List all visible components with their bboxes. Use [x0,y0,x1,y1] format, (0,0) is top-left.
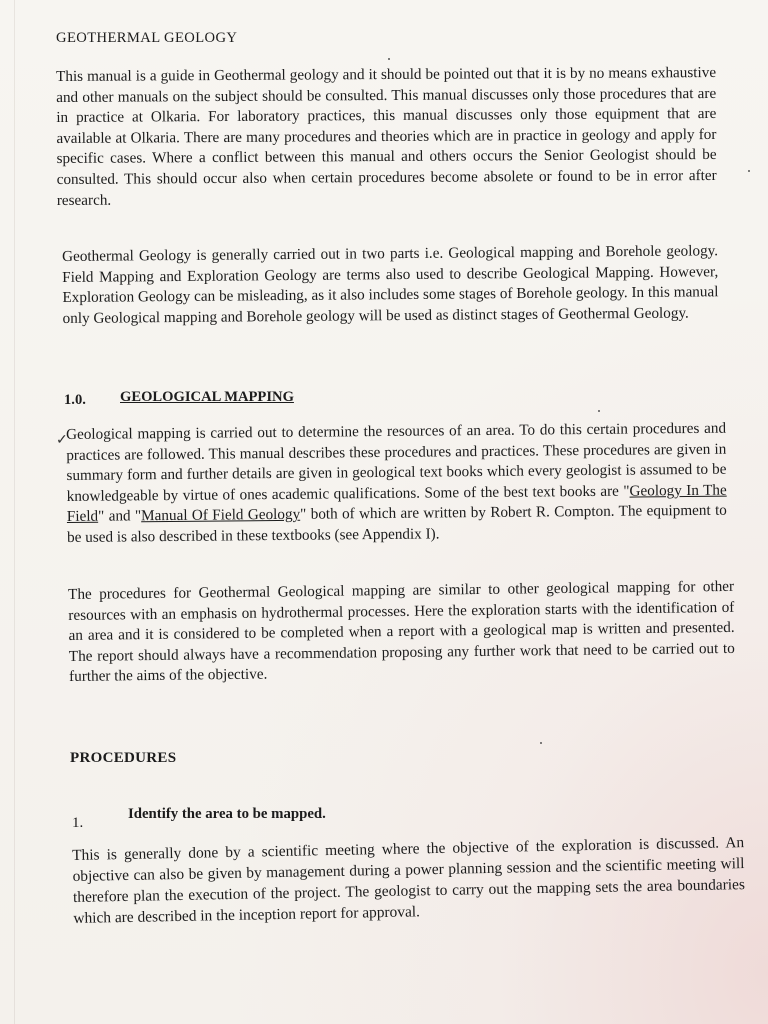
speck [598,410,600,412]
mapping-paragraph-1-part2: " and " [98,507,142,526]
check-mark-annotation: ✓ [56,433,68,448]
speck [540,742,542,744]
step-1-number: 1. [72,815,84,831]
section-heading: GEOLOGICAL MAPPING [120,389,294,405]
book-title-manual-of-field-geology: Manual Of Field Geology [141,506,301,525]
book-title-geology-in-the-field: Geology In The Field [66,481,727,526]
step-1-title: Identify the area to be mapped. [128,806,326,822]
step-1-paragraph: This is generally done by a scientific meeting where the objective of the exploration is discussed. An objective can also be given by management during a power planning session and the scientific meeting will therefore plan the execution of the project. The geologist to carry out the mapping sets the area boundaries which are described in the inception report for approval. [72,834,746,927]
speck [388,58,390,60]
mapping-paragraph-1-part3: " both of which are written by Robert R. Compton. The equipment to be used is also described in these textbooks (see Appendix I). [66,502,727,546]
intro-paragraph-1: This manual is a guide in Geothermal geology and it should be pointed out that it is by no means exhaustive and other manuals on the subject should be consulted. This manual discusses only those procedures that are in practice at Olkaria. For laboratory practices, this manual discusses only those equipment that are available at Olkaria. There are many procedures and theories which are in practice in geology and apply for specific cases. Where a conflict between this manual and others occurs the Senior Geologist should be consulted. This should occur also when certain procedures become absolete or found to be in error after research. [56,63,717,209]
section-number: 1.0. [64,392,86,408]
procedures-heading: PROCEDURES [70,750,177,766]
mapping-paragraph-1 [66,419,727,549]
document-title: GEOTHERMAL GEOLOGY [56,30,238,46]
page-edge-shadow [14,0,15,1024]
mapping-paragraph-2: The procedures for Geothermal Geological mapping are similar to other geological mapping for other resources with an emphasis on hydrothermal processes. Here the exploration starts with the identification of an area and it is considered to be completed when a report with a geological map is written and presented. The report should always have a recommendation proposing any further work that need to be carried out to further the aims of the objective. [68,577,735,686]
mapping-paragraph-1-part1: Geological mapping is carried out to determine the resources of an area. To do this certain procedures and practices are followed. This manual describes these procedures and practices. These procedures are given in summary form and further details are given in geological text books which every geologist is assumed to be knowledgeable by virtue of ones academic qualifications. Some of the best text books are " [66,419,727,505]
intro-paragraph-2: Geothermal Geology is generally carried out in two parts i.e. Geological mapping and Borehole geology. Field Mapping and Exploration Geology are terms also used to describe Geological Mapping. However, Exploration Geology can be misleading, as it also includes some stages of Borehole geology. In this manual only Geological mapping and Borehole geology will be used as distinct stages of Geothermal Geology. [62,242,719,327]
speck [748,170,750,172]
